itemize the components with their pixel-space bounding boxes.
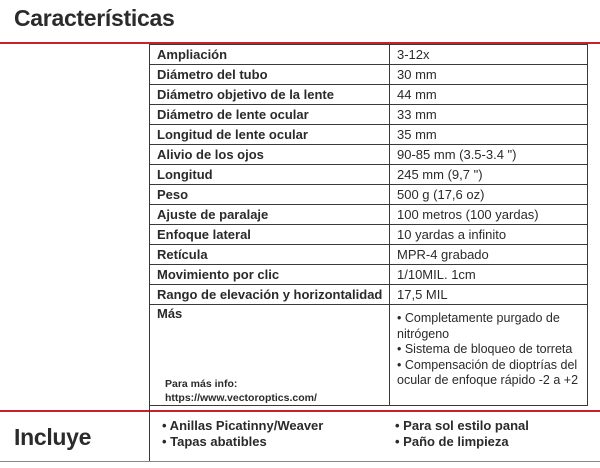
mas-label: Más bbox=[157, 306, 183, 321]
more-info-title: Para más info: bbox=[165, 378, 238, 390]
spec-label: Ampliación bbox=[150, 45, 390, 65]
spec-value: 90-85 mm (3.5-3.4 ") bbox=[390, 145, 588, 165]
spec-label: Longitud de lente ocular bbox=[150, 125, 390, 145]
list-item: • Compensación de dioptrías del ocular de enfoque rápido -2 a +2 bbox=[397, 357, 579, 388]
spec-value: 1/10MIL. 1cm bbox=[390, 265, 588, 285]
table-row bbox=[150, 125, 588, 145]
spec-label: Diámetro del tubo bbox=[150, 65, 390, 85]
spec-value: 100 metros (100 yardas) bbox=[390, 205, 588, 225]
spec-label: Movimiento por clic bbox=[150, 265, 390, 285]
list-item: • Anillas Picatinny/Weaver bbox=[162, 418, 324, 433]
spec-label: Diámetro objetivo de la lente bbox=[150, 85, 390, 105]
table-left-border bbox=[149, 44, 150, 410]
more-info-link[interactable]: https://www.vectoroptics.com/ bbox=[165, 392, 317, 404]
section-title-caracteristicas: Características bbox=[14, 5, 175, 31]
list-item: • Sistema de bloqueo de torreta bbox=[397, 342, 573, 357]
table-row bbox=[150, 205, 588, 225]
spec-value: 245 mm (9,7 ") bbox=[390, 165, 588, 185]
list-item: • Para sol estilo panal bbox=[395, 418, 529, 433]
spec-label: Alivio de los ojos bbox=[150, 145, 390, 165]
list-item: • Tapas abatibles bbox=[162, 434, 267, 449]
mas-feature-list bbox=[397, 311, 583, 389]
bottom-rule bbox=[0, 461, 600, 462]
table-row bbox=[150, 285, 588, 305]
spec-value: 17,5 MIL bbox=[390, 285, 588, 305]
list-item: • Completamente purgado de nitrógeno bbox=[397, 311, 560, 341]
spec-value: 30 mm bbox=[390, 65, 588, 85]
list-item: • Paño de limpieza bbox=[395, 434, 509, 449]
spec-label: Ajuste de paralaje bbox=[150, 205, 390, 225]
spec-value: 500 g (17,6 oz) bbox=[390, 185, 588, 205]
incluye-divider bbox=[149, 410, 150, 461]
table-row bbox=[150, 45, 588, 65]
table-row bbox=[150, 245, 588, 265]
spec-value: MPR-4 grabado bbox=[390, 245, 588, 265]
spec-label: Diámetro de lente ocular bbox=[150, 105, 390, 125]
spec-value: 10 yardas a infinito bbox=[390, 225, 588, 245]
table-row bbox=[150, 225, 588, 245]
table-row bbox=[150, 265, 588, 285]
table-row bbox=[150, 65, 588, 85]
spec-label: Peso bbox=[150, 185, 390, 205]
spec-label: Enfoque lateral bbox=[150, 225, 390, 245]
section-divider bbox=[0, 410, 600, 412]
incluye-list-left bbox=[162, 418, 323, 450]
section-title-incluye: Incluye bbox=[14, 424, 92, 450]
spec-label: Retícula bbox=[150, 245, 390, 265]
spec-value: 35 mm bbox=[390, 125, 588, 145]
table-row bbox=[150, 185, 588, 205]
table-row bbox=[150, 105, 588, 125]
spec-label: Longitud bbox=[150, 165, 390, 185]
spec-label: Rango de elevación y horizontalidad bbox=[150, 285, 390, 305]
table-row bbox=[150, 165, 588, 185]
incluye-list-right bbox=[395, 418, 529, 450]
spec-value: 33 mm bbox=[390, 105, 588, 125]
spec-value: 44 mm bbox=[390, 85, 588, 105]
table-row bbox=[150, 145, 588, 165]
table-row bbox=[150, 85, 588, 105]
more-info-block bbox=[165, 377, 317, 405]
spec-value: 3-12x bbox=[390, 45, 588, 65]
